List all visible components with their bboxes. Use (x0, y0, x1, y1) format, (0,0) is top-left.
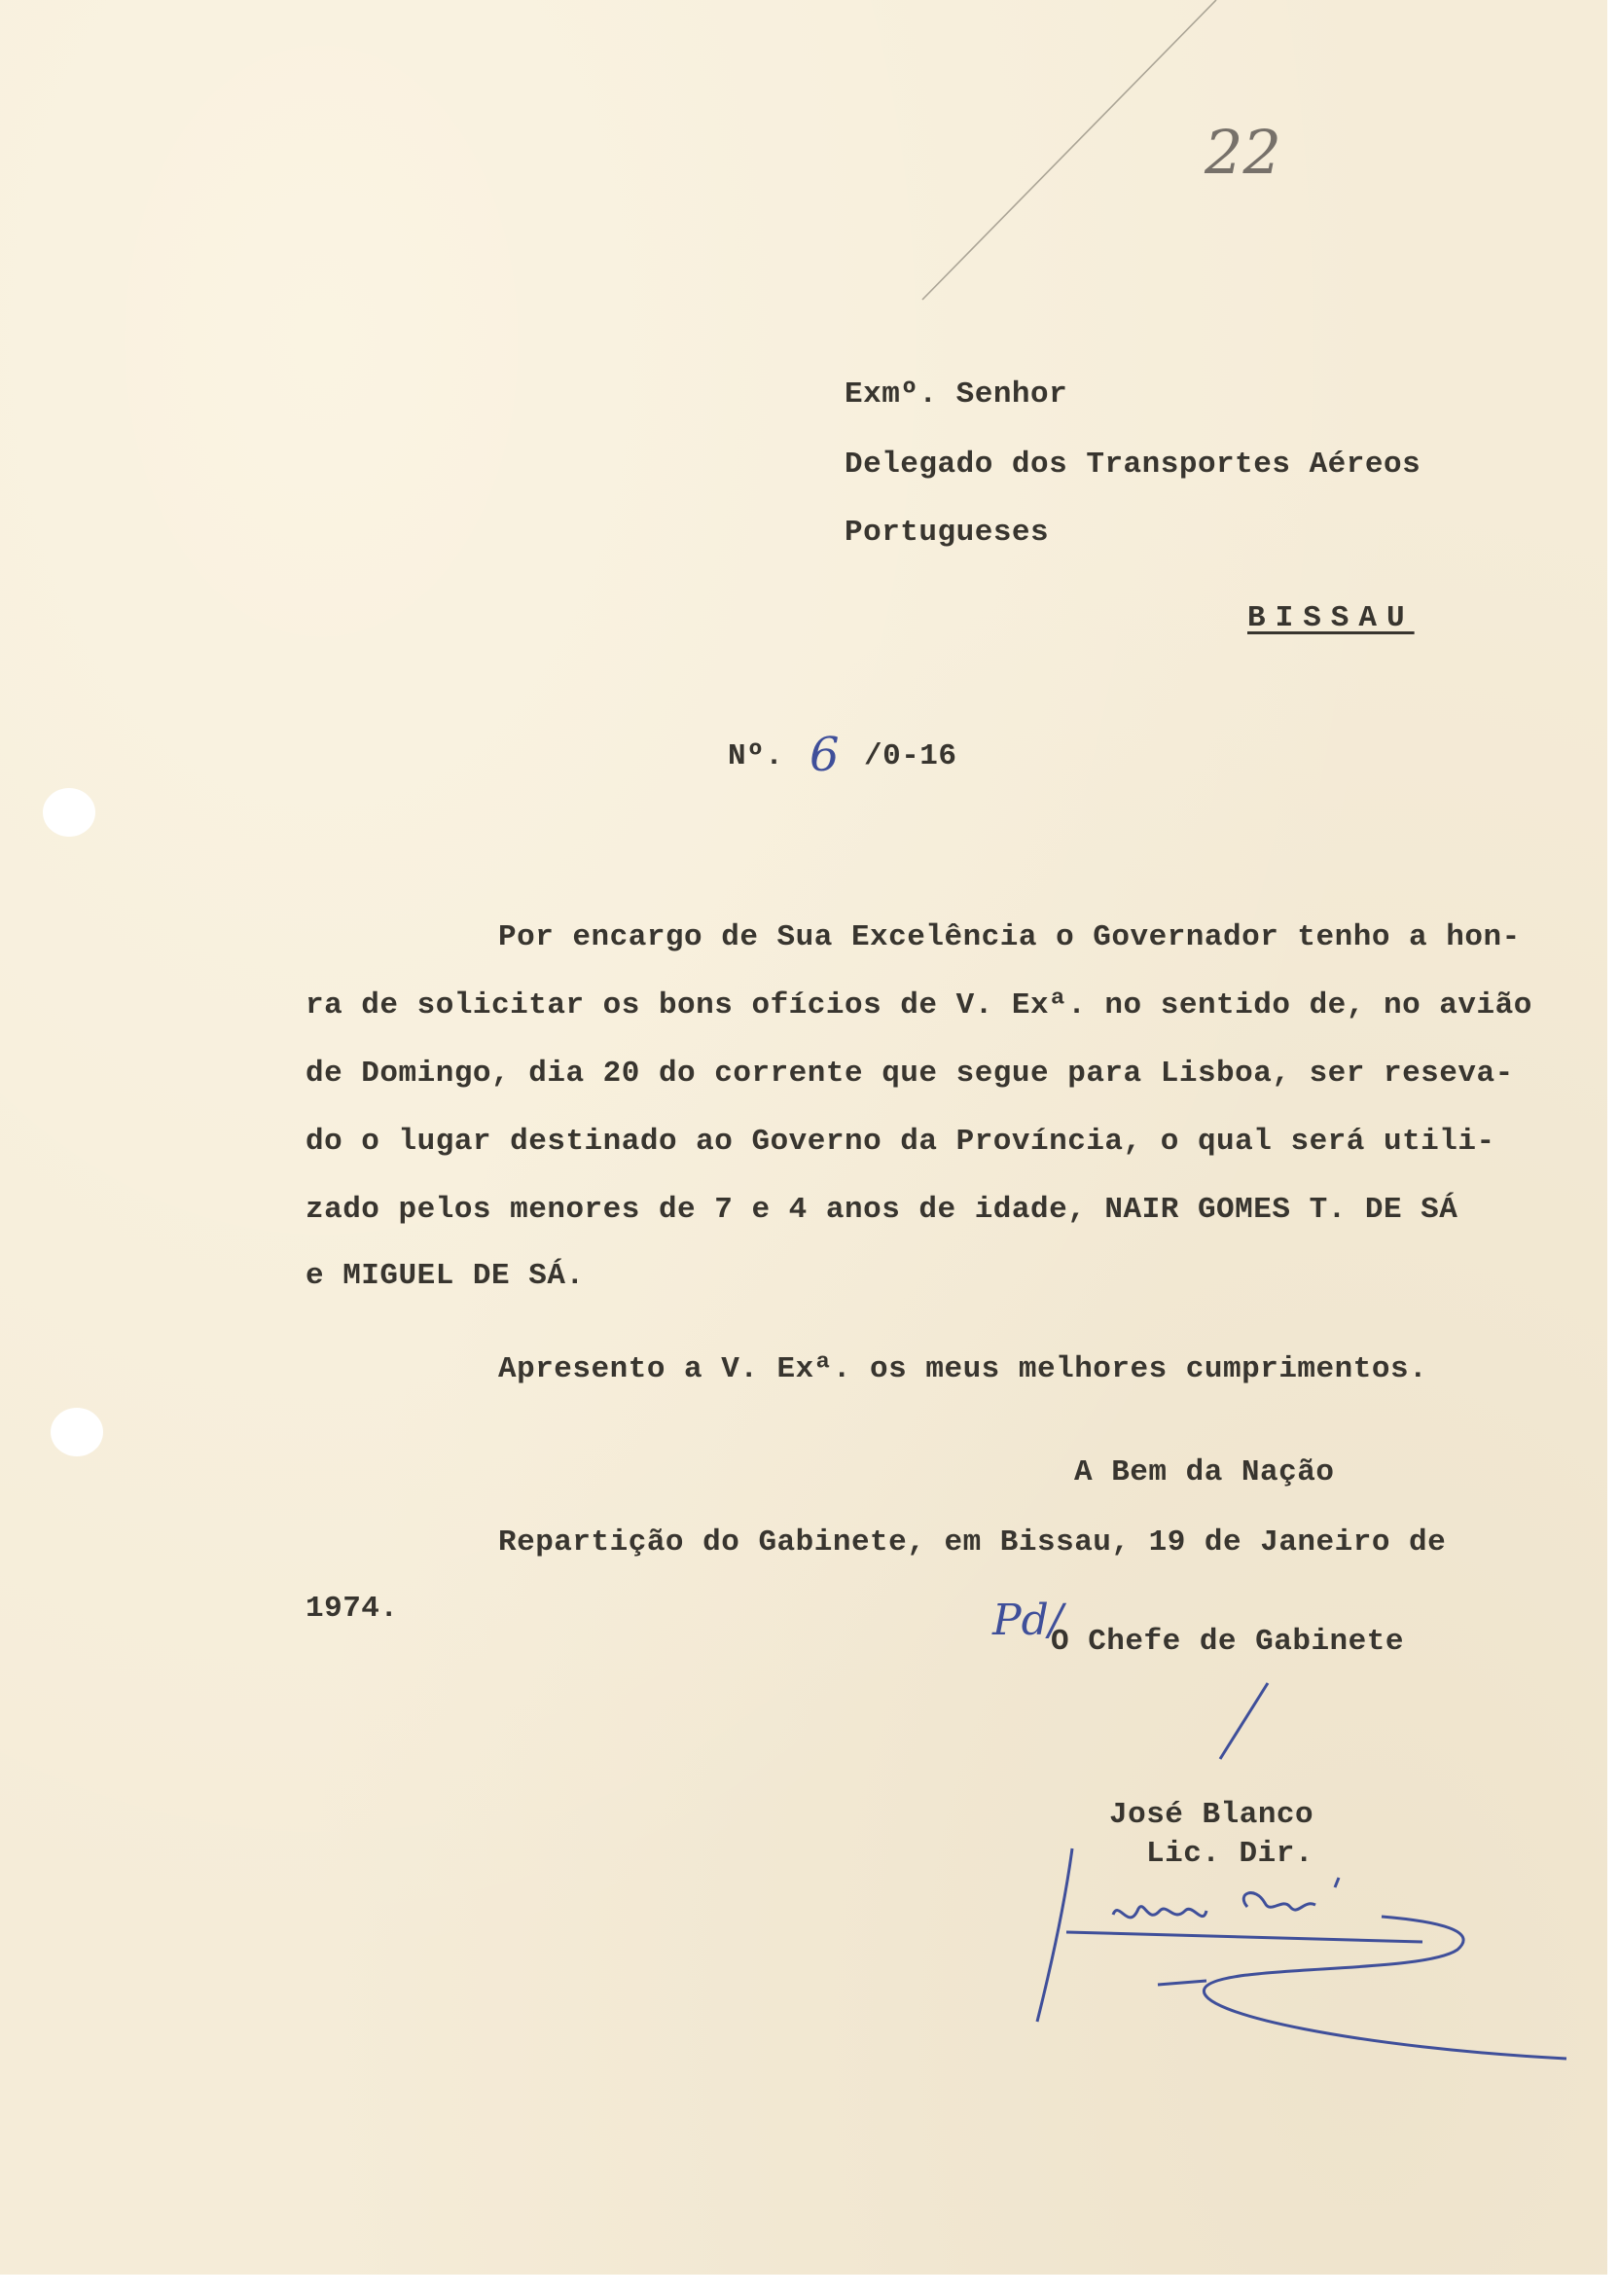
body-line-5: zado pelos menores de 7 e 4 anos de idade, NAIR GOMES T. DE SÁ (306, 1193, 1458, 1227)
closing-courtesy: Apresento a V. Exª. os meus melhores cumprimentos. (498, 1352, 1428, 1386)
signatory-role: O Chefe de Gabinete (1051, 1625, 1404, 1659)
recipient-title-line1: Delegado dos Transportes Aéreos (845, 448, 1421, 482)
recipient-title-line2: Portugueses (845, 516, 1050, 550)
scan-border-bottom (0, 2275, 1619, 2296)
punch-hole-top (43, 788, 95, 837)
punch-hole-bottom (51, 1408, 103, 1456)
reference-prefix: Nº. (728, 739, 784, 773)
body-line-2: ra de solicitar os bons ofícios de V. Exª. no sentido de, no avião (306, 988, 1532, 1022)
body-line-6: e MIGUEL DE SÁ. (306, 1259, 585, 1293)
recipient-salutation: Exmº. Senhor (845, 377, 1068, 412)
signature-left-bar (1037, 1848, 1072, 2022)
signature-slash (1220, 1683, 1268, 1759)
closing-motto: A Bem da Nação (1074, 1455, 1335, 1489)
page-number-annotation: 22 (1205, 117, 1281, 188)
pp-handwritten-mark: Pd/ (992, 1596, 1063, 1645)
recipient-city: BISSAU (1247, 601, 1415, 635)
place-date-line-2: 1974. (306, 1592, 399, 1626)
body-line-1: Por encargo de Sua Excelência o Governador tenho a hon- (498, 920, 1521, 954)
signatory-name: José Blanco (1109, 1798, 1314, 1832)
reference-handwritten-number: 6 (810, 728, 840, 782)
signature-scrawl (1113, 1878, 1339, 1918)
scan-border-right (1607, 0, 1619, 2296)
body-line-4: do o lugar destinado ao Governo da Província, o qual será utili- (306, 1125, 1495, 1159)
body-line-3: de Domingo, dia 20 do corrente que segue para Lisboa, ser reseva- (306, 1057, 1514, 1091)
signature-short-stroke (1158, 1981, 1206, 1985)
reference-suffix: /0-16 (864, 739, 957, 773)
signature-flourish (1204, 1917, 1566, 2059)
place-date-line-1: Repartição do Gabinete, em Bissau, 19 de Janeiro de (498, 1525, 1447, 1560)
signature-underline (1066, 1932, 1422, 1942)
pencil-diagonal-stroke (922, 0, 1216, 300)
signatory-degree: Lic. Dir. (1146, 1837, 1313, 1871)
